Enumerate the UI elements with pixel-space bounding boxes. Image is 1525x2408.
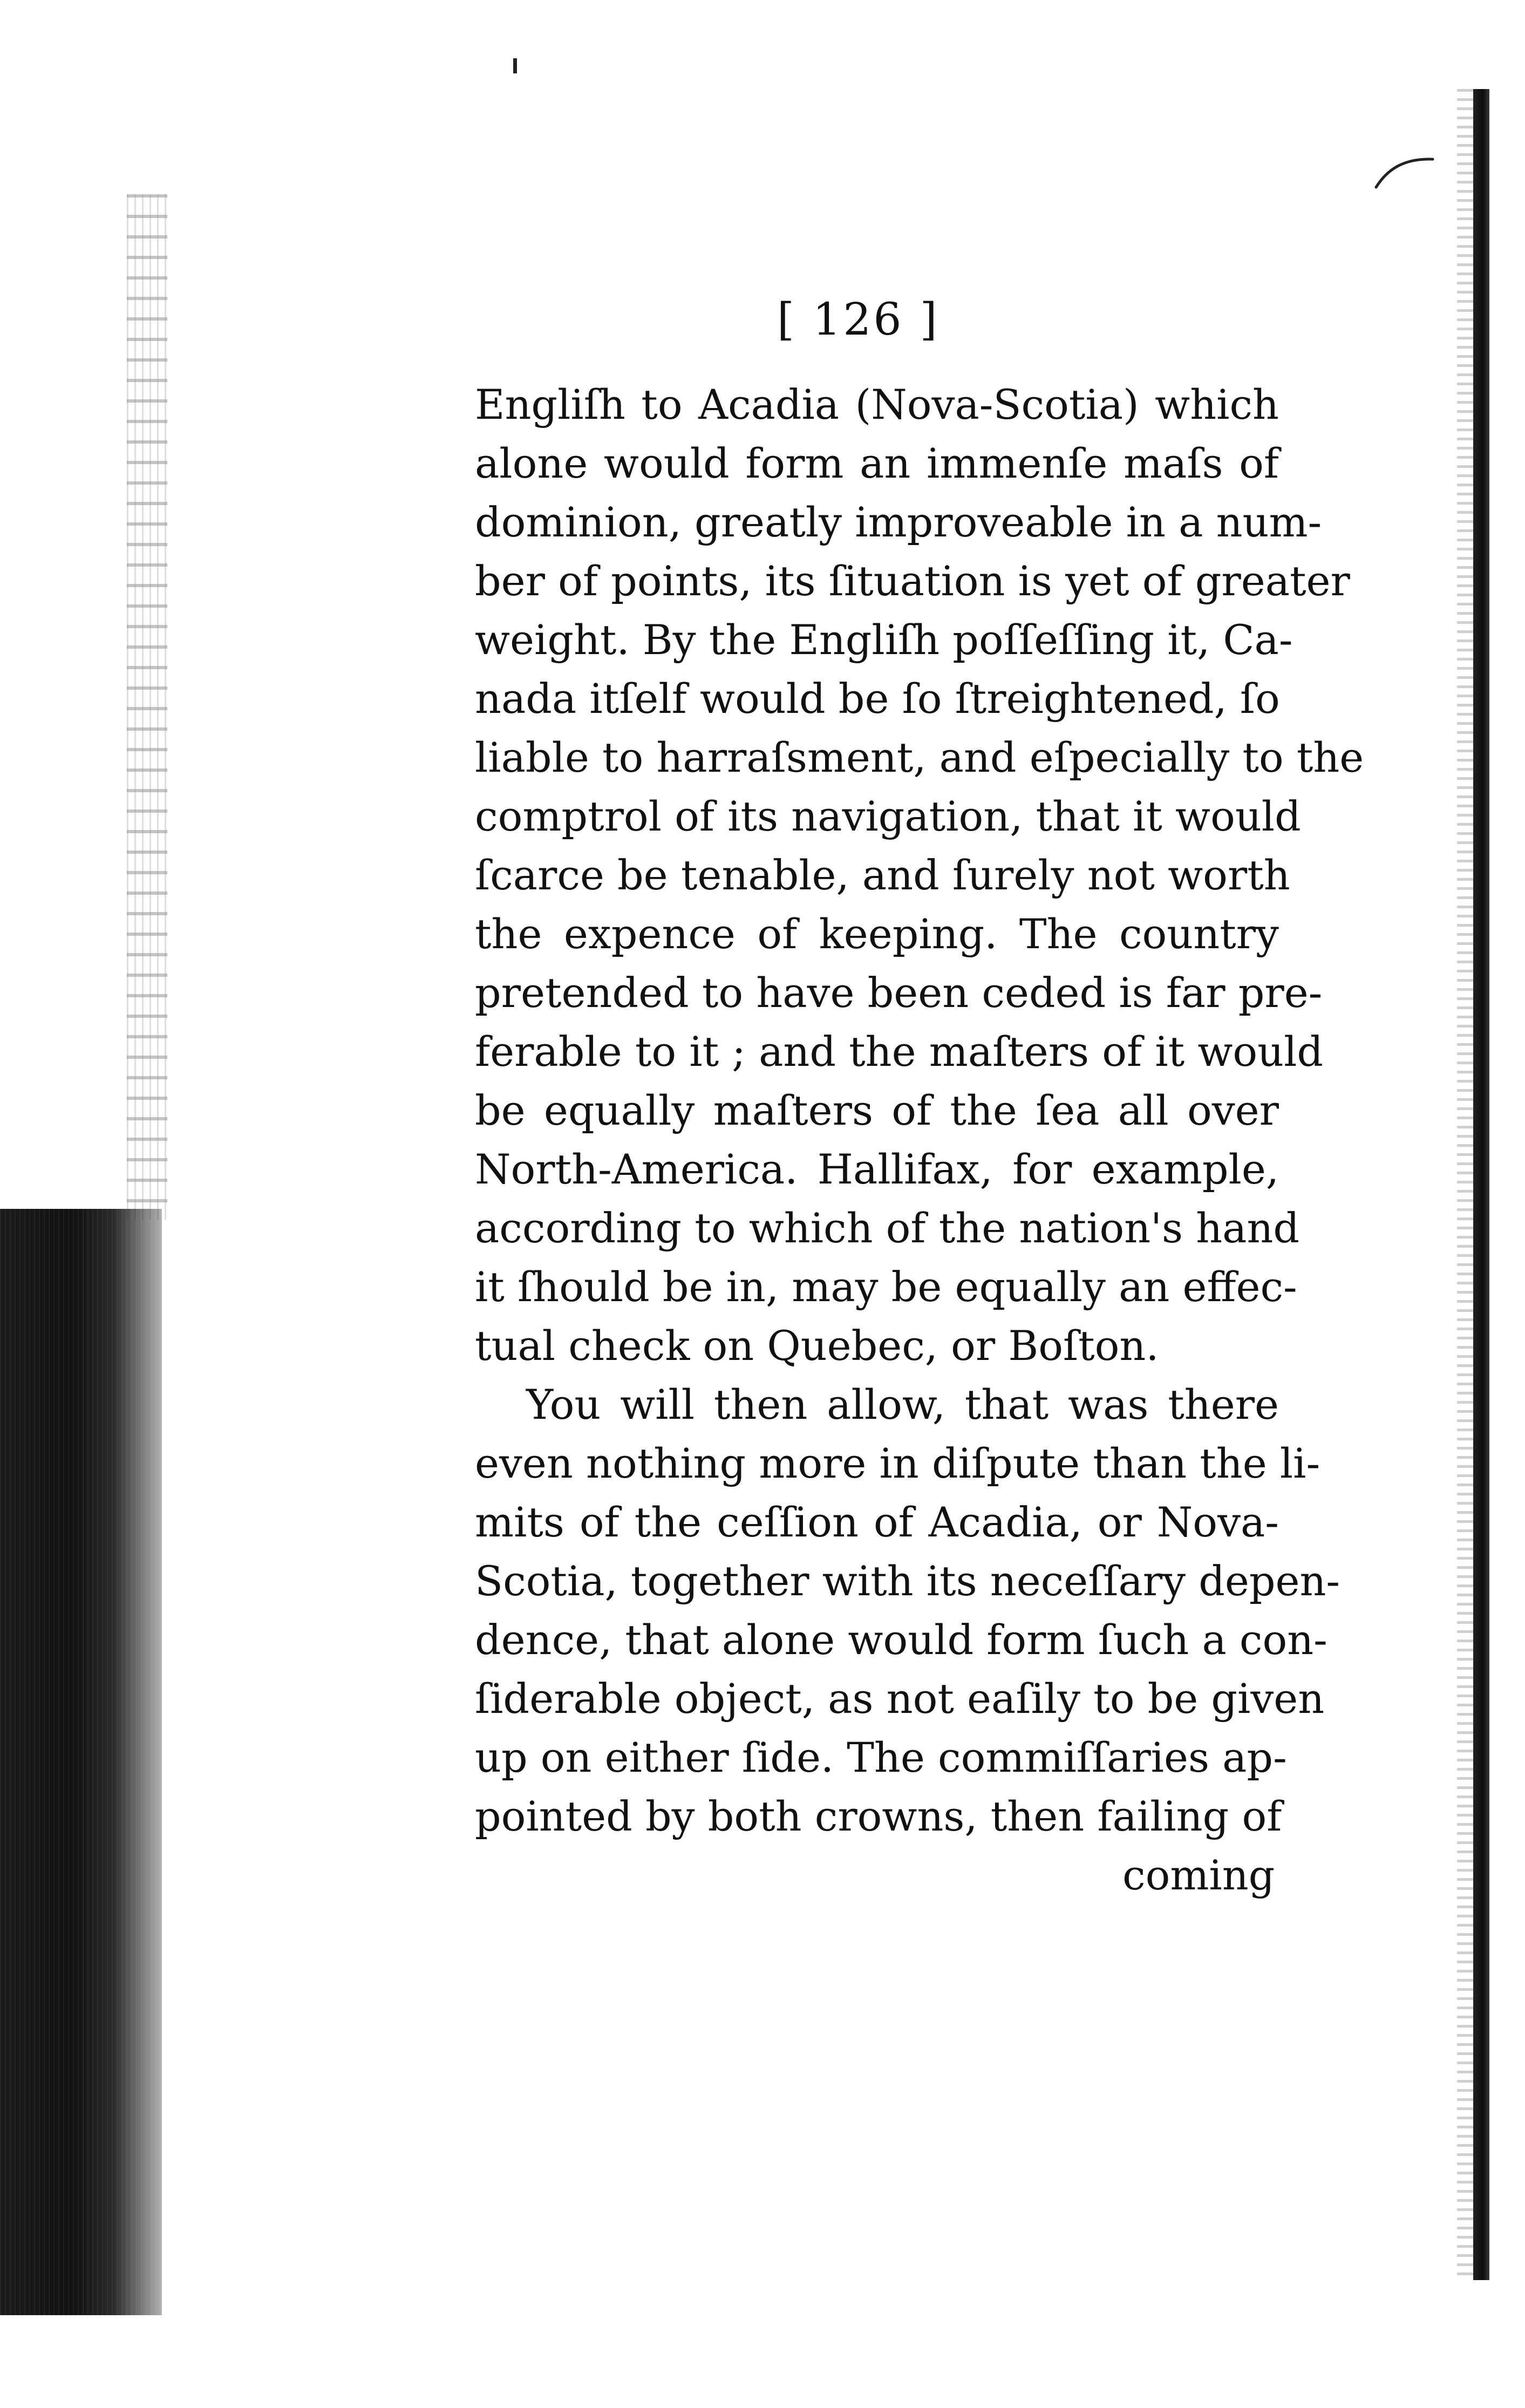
- text-line: comptrol of its navigation, that it would: [475, 792, 1301, 840]
- text-line: be equally maſters of the ſea all over: [475, 1086, 1279, 1134]
- text-line: ſiderable object, as not eaſily to be given: [475, 1675, 1325, 1723]
- text-line: alone would form an immenſe maſs of: [475, 439, 1279, 487]
- binding-gutter-speckle: [127, 194, 167, 1220]
- catchword: coming: [1122, 1851, 1275, 1899]
- text-line: according to which of the nation's hand: [475, 1204, 1300, 1252]
- text-line: liable to harraſsment, and eſpecially to the: [475, 733, 1364, 781]
- text-line: dominion, greatly improveable in a num-: [475, 498, 1322, 546]
- text-line: the expence of keeping. The country: [475, 910, 1279, 958]
- text-line: Engliſh to Acadia (Nova-Scotia) which: [475, 380, 1279, 428]
- text-line: tual check on Quebec, or Boſton.: [475, 1322, 1159, 1370]
- text-line: Scotia, together with its neceſſary depen-: [475, 1557, 1340, 1605]
- page-edge-texture: [1457, 89, 1474, 2280]
- text-line: mits of the ceſſion of Acadia, or Nova-: [475, 1498, 1279, 1546]
- scan-mark: [513, 58, 517, 73]
- text-line: even nothing more in diſpute than the li-: [475, 1439, 1320, 1487]
- text-line: ferable to it ; and the maſters of it would: [475, 1028, 1324, 1076]
- text-line: weight. By the Engliſh poſſeſſing it, Ca-: [475, 616, 1293, 664]
- text-line: dence, that alone would form ſuch a con-: [475, 1616, 1327, 1664]
- text-line: it ſhould be in, may be equally an effec-: [475, 1263, 1297, 1311]
- page-edge-bar: [1473, 89, 1489, 2280]
- pen-stroke-mark: [1373, 154, 1435, 192]
- text-line: ber of points, its ſituation is yet of greater: [475, 557, 1350, 605]
- text-line: North-America. Hallifax, for example,: [475, 1145, 1279, 1193]
- text-line: up on either ſide. The commiſſaries ap-: [475, 1733, 1287, 1781]
- text-line: You will then allow, that was there: [526, 1380, 1279, 1429]
- text-line: nada itſelf would be ſo ſtreightened, ſo: [475, 675, 1280, 723]
- text-line: pointed by both crowns, then failing of: [475, 1792, 1282, 1840]
- page-number-header: [ 126 ]: [777, 294, 939, 345]
- body-text: [475, 375, 1364, 1846]
- text-line: pretended to have been ceded is far pre-: [475, 969, 1323, 1017]
- binding-gutter-shadow: [0, 1209, 162, 2315]
- text-line: ſcarce be tenable, and ſurely not worth: [475, 851, 1290, 899]
